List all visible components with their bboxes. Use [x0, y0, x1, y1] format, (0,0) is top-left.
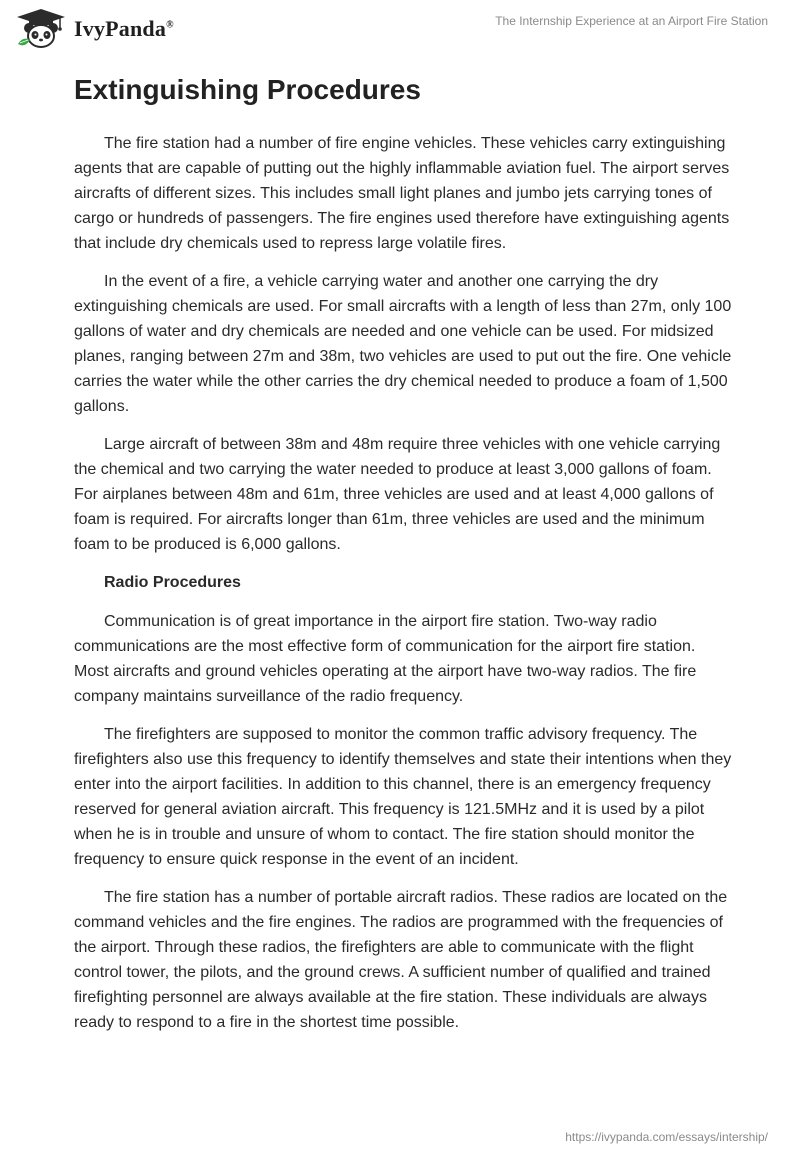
section-subheading: Radio Procedures [104, 574, 241, 591]
page-header [0, 0, 800, 60]
registered-mark: ® [166, 19, 174, 31]
paragraph: The fire station had a number of fire engine vehicles. These vehicles carry extinguishing agents that are capable of putting out the highly inflammable aviation fuel. The airport serves aircrafts of different sizes. This includes small light planes and jumbo jets carrying tones of cargo or hundreds of passengers. The fire engines used therefore have extinguishing agents that include dry chemicals used to repress large volatile fires. [74, 135, 730, 252]
page-title: Extinguishing Procedures [74, 74, 421, 105]
site-logo[interactable] [14, 8, 174, 50]
paragraph: Communication is of great importance in the airport fire station. Two-way radio communications are the most effective form of communication for the airport fire station. Most aircrafts and ground vehicles operating at the airport have two-way radios. The fire company maintains surveillance of the radio frequency. [74, 613, 697, 705]
paragraph: In the event of a fire, a vehicle carrying water and another one carrying the dry extinguishing chemicals are used. For small aircrafts with a length of less than 27m, only 100 gallons of water and dry chemicals are needed and one vehicle can be used. For midsized planes, ranging between 27m and 38m, two vehicles are used to put out the fire. One vehicle carries the water while the other carries the dry chemical needed to produce a foam of 1,500 gallons. [74, 273, 732, 415]
document-title: The Internship Experience at an Airport Fire Station [495, 14, 768, 28]
essay-content [74, 131, 734, 1048]
paragraph: The firefighters are supposed to monitor the common traffic advisory frequency. The firefighters also use this frequency to identify themselves and state their intentions when they enter into the airport facilities. In addition to this channel, there is an emergency frequency reserved for general aviation aircraft. This frequency is 121.5MHz and it is used by a pilot when he is in trouble and unsure of whom to contact. The fire station should monitor the frequency to ensure quick response in the event of an incident. [74, 726, 732, 868]
source-url[interactable]: https://ivypanda.com/essays/intership/ [565, 1130, 768, 1144]
paragraph: The fire station has a number of portable aircraft radios. These radios are located on the command vehicles and the fire engines. The radios are programmed with the frequencies of the airport. Through these radios, the firefighters are able to communicate with the flight control tower, the pilots, and the ground crews. A sufficient number of qualified and trained firefighting personnel are always available at the fire station. These individuals are always ready to respond to a fire in the shortest time possible. [74, 889, 728, 1031]
panda-graduate-logo-icon [14, 8, 68, 50]
brand-name: IvyPanda® [74, 16, 174, 41]
paragraph: Large aircraft of between 38m and 48m require three vehicles with one vehicle carrying the chemical and two carrying the water needed to produce at least 3,000 gallons of foam. For airplanes between 48m and 61m, three vehicles are used and at least 4,000 gallons of foam is required. For aircrafts longer than 61m, three vehicles are used and the minimum foam to be produced is 6,000 gallons. [74, 436, 721, 553]
